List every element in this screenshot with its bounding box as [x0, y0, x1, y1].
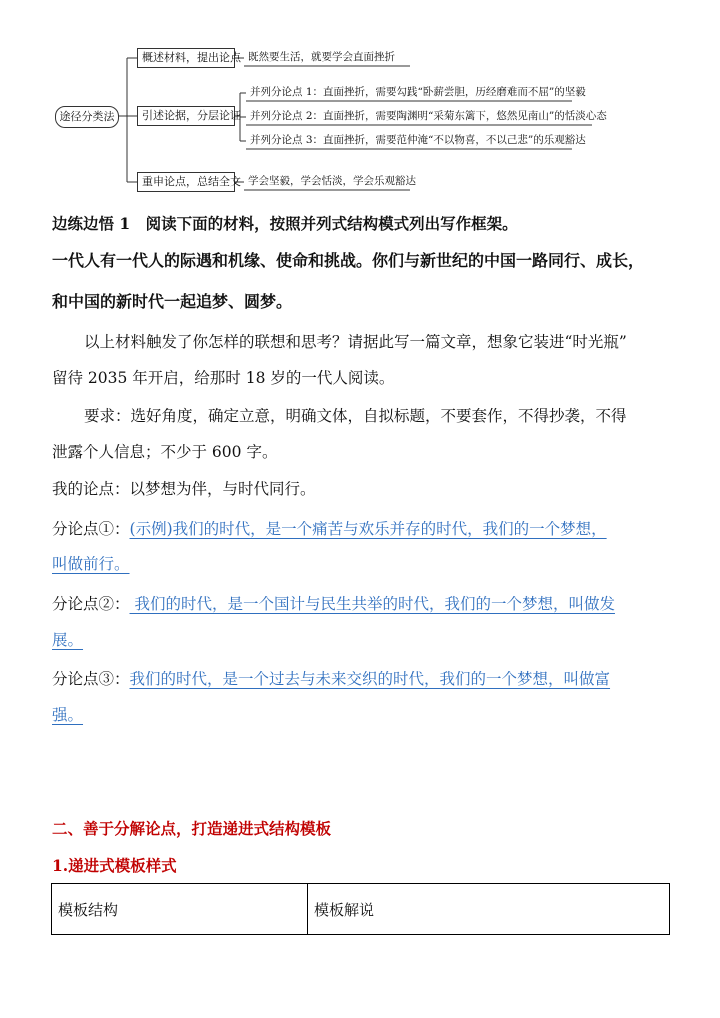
mind-map — [0, 0, 720, 200]
requirement-line: 泄露个人信息；不少于 600 字。 — [52, 443, 278, 461]
mind-map-branch-1: 概述材料，提出论点 — [137, 48, 235, 68]
table-row — [52, 884, 670, 935]
prompt-line: 以上材料触发了你怎样的联想和思考？请据此写一篇文章，想象它装进“时光瓶” — [84, 333, 627, 351]
sub-point-label: 分论点②： — [52, 595, 130, 613]
prompt-line: 留待 2035 年开启，给那时 18 岁的一代人阅读。 — [52, 369, 395, 387]
requirement-line: 要求：选好角度，确定立意，明确文体，自拟标题，不要套作，不得抄袭，不得 — [84, 407, 627, 425]
mind-map-connectors — [0, 0, 720, 200]
mind-map-item: 既然要生活，就要学会直面挫折 — [248, 51, 395, 63]
section-heading: 二、善于分解论点，打造递进式结构模板 — [52, 819, 332, 838]
table-header-cell: 模板结构 — [52, 884, 308, 935]
sub-point-answer: (示例)我们的时代，是一个痛苦与欢乐并存的时代，我们的一个梦想， — [129, 520, 607, 538]
sub-point-label: 分论点③： — [52, 670, 130, 688]
mind-map-item: 学会坚毅，学会恬淡，学会乐观豁达 — [248, 175, 416, 187]
sub-point-label: 分论点①： — [52, 520, 130, 538]
mind-map-branch-3: 重申论点，总结全文 — [137, 172, 235, 192]
material-line: 一代人有一代人的际遇和机缘、使命和挑战。你们与新世纪的中国一路同行、成长， — [52, 251, 645, 270]
mind-map-item: 并列分论点 3：直面挫折，需要范仲淹“不以物喜，不以己悲”的乐观豁达 — [250, 134, 586, 146]
sub-point-answer-cont: 强。 — [52, 706, 84, 724]
mind-map-item: 并列分论点 1：直面挫折，需要勾践“卧薪尝胆，历经磨难而不屈”的坚毅 — [250, 86, 586, 98]
mind-map-branch-2: 引述论据，分层论证 — [137, 106, 235, 126]
sub-point-answer: 我们的时代，是一个过去与未来交织的时代，我们的一个梦想，叫做富 — [129, 670, 611, 688]
section-subheading: 1.递进式模板样式 — [52, 856, 177, 875]
sub-point-answer: 我们的时代，是一个国计与民生共举的时代，我们的一个梦想，叫做发 — [129, 595, 615, 613]
sub-point-1 — [52, 517, 607, 539]
thesis-statement: 我的论点：以梦想为伴，与时代同行。 — [52, 480, 316, 498]
sub-point-answer-cont: 展。 — [52, 631, 84, 649]
sub-point-answer-cont: 叫做前行。 — [52, 555, 130, 573]
table-header-cell: 模板解说 — [308, 884, 670, 935]
template-table — [51, 883, 670, 935]
sub-point-3 — [52, 667, 610, 689]
mind-map-item: 并列分论点 2：直面挫折，需要陶渊明“采菊东篱下，悠然见南山”的恬淡心态 — [250, 110, 607, 122]
material-line: 和中国的新时代一起追梦、圆梦。 — [52, 292, 293, 311]
sub-point-2 — [52, 592, 615, 614]
mind-map-root: 途径分类法 — [55, 106, 119, 128]
exercise-title: 边练边悟 1 阅读下面的材料，按照并列式结构模式列出写作框架。 — [52, 214, 518, 233]
